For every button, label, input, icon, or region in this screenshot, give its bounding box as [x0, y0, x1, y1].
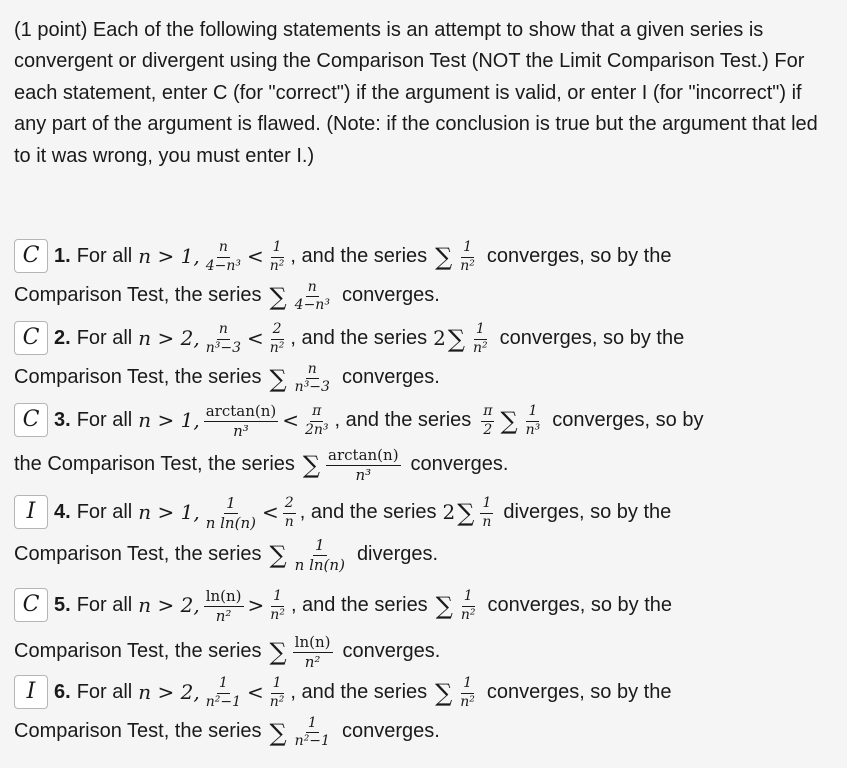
statement-number: 1.: [54, 244, 71, 267]
verdict-text: converges, so by the: [486, 244, 672, 267]
relation-sign: <: [246, 680, 264, 704]
sigma-symbol: ∑: [269, 282, 287, 311]
lhs-denominator: n ln(n): [205, 513, 256, 532]
conclusion-text: converges.: [341, 284, 440, 307]
series-numerator: 1: [461, 676, 474, 693]
conclusion-text: converges.: [342, 639, 441, 662]
lhs-fraction: [204, 588, 244, 624]
target-denominator: n²: [304, 652, 321, 671]
lhs-numerator: arctan(n): [205, 402, 277, 420]
for-all-text: For all: [76, 408, 133, 431]
lhs-denominator: n²: [215, 606, 232, 625]
condition: n > 2,: [138, 326, 200, 350]
series-coefficient: [481, 404, 494, 438]
series-denominator: n²: [460, 257, 475, 274]
and-series-text: , and the series: [334, 408, 472, 431]
target-fraction: [293, 634, 333, 670]
target-fraction: [293, 537, 347, 573]
rhs-numerator: 2: [271, 322, 284, 339]
series-denominator: n²: [460, 693, 475, 710]
series-fraction: [458, 676, 477, 710]
lhs-numerator: n: [217, 240, 230, 257]
target-denominator: 4−n³: [294, 297, 330, 314]
target-fraction: [293, 280, 332, 314]
rhs-fraction: [268, 240, 287, 274]
and-series-text: , and the series: [290, 326, 428, 349]
condition: n > 1,: [138, 500, 200, 524]
target-numerator: n: [306, 280, 319, 297]
rhs-fraction: [268, 676, 287, 710]
series-numerator: 1: [462, 589, 475, 606]
rhs-numerator: 2: [283, 496, 296, 513]
answer-input-4[interactable]: I: [14, 495, 48, 529]
series-fraction: [480, 496, 493, 530]
series-numerator: 1: [461, 240, 474, 257]
lhs-denominator: n³: [233, 421, 249, 440]
relation-sign: <: [282, 408, 299, 432]
target-fraction: [293, 362, 332, 396]
target-numerator: 1: [315, 536, 325, 554]
series-fraction: [459, 589, 478, 623]
conclusion-text: diverges.: [356, 542, 439, 565]
sigma-symbol: ∑: [457, 499, 475, 527]
statement-number: 5.: [54, 593, 71, 616]
rhs-numerator: π: [310, 404, 323, 421]
sigma-symbol: ∑: [269, 718, 287, 747]
rhs-denominator: 2n³: [304, 421, 329, 438]
answer-input-5[interactable]: C: [14, 588, 48, 622]
relation-sign: >: [247, 593, 265, 617]
condition: n > 1,: [138, 408, 200, 432]
lhs-numerator: n: [217, 322, 230, 339]
series-fraction: [471, 322, 490, 356]
answer-input-6[interactable]: I: [14, 675, 48, 709]
rhs-fraction: [283, 496, 296, 530]
series-numerator: 1: [480, 496, 493, 513]
series-numerator: 1: [474, 322, 487, 339]
sigma-symbol: ∑: [302, 451, 321, 479]
target-denominator: n³−3: [294, 379, 330, 396]
conclusion-text: converges.: [341, 720, 440, 743]
rhs-fraction: [303, 404, 331, 438]
sigma-symbol: ∑: [269, 638, 287, 666]
for-all-text: For all: [76, 680, 133, 703]
for-all-text: For all: [76, 593, 133, 616]
conclusion-prefix: Comparison Test, the series: [14, 639, 262, 662]
conclusion-prefix: Comparison Test, the series: [14, 366, 262, 389]
statement-number: 2.: [54, 326, 71, 349]
and-series-text: , and the series: [290, 593, 428, 616]
series-denominator: n²: [460, 606, 476, 623]
conclusion-text: converges.: [410, 452, 509, 475]
target-fraction: [293, 716, 332, 750]
conclusion-prefix: Comparison Test, the series: [14, 284, 262, 307]
relation-sign: <: [246, 244, 264, 268]
and-series-text: , and the series: [290, 244, 428, 267]
lhs-fraction: [204, 403, 279, 439]
sigma-symbol: ∑: [435, 679, 453, 707]
problem-instructions: (1 point) Each of the following statements is an attempt to show that a given series is convergent or divergent using the Comparison Test (NOT the Limit Comparison Test.) For each statement, enter C (for "correct") if the argument is valid, or enter I (for "incorrect") if any part of the argument is flawed. (Note: if the conclusion is true but the argument that led to it was wrong, you must enter I.): [14, 19, 818, 167]
conclusion-prefix: the Comparison Test, the series: [14, 452, 295, 475]
series-denominator: n: [482, 513, 492, 530]
and-series-text: , and the series: [290, 680, 428, 703]
sigma-symbol: ∑: [269, 364, 287, 393]
lhs-numerator: 1: [217, 676, 230, 693]
lhs-fraction: [204, 322, 243, 356]
sigma-symbol: ∑: [435, 592, 453, 620]
verdict-text: converges, so by the: [486, 680, 672, 703]
lhs-fraction: [204, 676, 243, 710]
verdict-text: converges, so by: [552, 408, 704, 431]
conclusion-prefix: Comparison Test, the series: [14, 542, 262, 565]
rhs-numerator: 1: [271, 589, 284, 606]
rhs-denominator: n: [284, 513, 294, 530]
target-numerator: ln(n): [294, 633, 331, 651]
condition: n > 2,: [138, 680, 200, 704]
rhs-fraction: [268, 589, 287, 623]
lhs-fraction: [204, 240, 243, 274]
answer-input-2[interactable]: C: [14, 321, 48, 355]
verdict-text: diverges, so by the: [503, 500, 672, 523]
target-numerator: arctan(n): [328, 446, 399, 464]
condition: n > 1,: [138, 244, 200, 268]
series-coefficient: 2: [442, 500, 456, 524]
target-fraction: [326, 447, 401, 483]
target-numerator: 1: [306, 716, 319, 733]
target-denominator: n²−1: [294, 733, 330, 750]
rhs-numerator: 1: [271, 240, 284, 257]
answer-input-1[interactable]: C: [14, 239, 48, 273]
lhs-denominator: 4−n³: [205, 257, 241, 274]
statement-number: 3.: [54, 408, 71, 431]
lhs-fraction: [204, 495, 258, 531]
statement-number: 4.: [54, 500, 71, 523]
relation-sign: <: [246, 326, 264, 350]
conclusion-prefix: Comparison Test, the series: [14, 720, 262, 743]
series-denominator: n³: [525, 421, 541, 438]
coefficient-denominator: 2: [483, 421, 493, 438]
verdict-text: converges, so by the: [487, 593, 673, 616]
lhs-numerator: ln(n): [205, 587, 242, 605]
and-series-text: , and the series: [299, 500, 437, 523]
rhs-denominator: n²: [270, 606, 285, 623]
for-all-text: For all: [76, 244, 133, 267]
target-numerator: n: [306, 362, 319, 379]
rhs-fraction: [268, 322, 287, 356]
sigma-symbol: ∑: [435, 243, 453, 271]
sigma-symbol: ∑: [269, 541, 287, 569]
series-coefficient: 2: [433, 326, 446, 350]
series-denominator: n²: [473, 339, 488, 356]
series-fraction: [524, 404, 543, 438]
lhs-denominator: n²−1: [205, 693, 241, 710]
answer-input-3[interactable]: C: [14, 403, 48, 437]
condition: n > 2,: [138, 593, 200, 617]
verdict-text: converges, so by the: [499, 326, 685, 349]
for-all-text: For all: [76, 500, 133, 523]
target-denominator: n ln(n): [294, 555, 345, 574]
series-numerator: 1: [526, 404, 539, 421]
for-all-text: For all: [76, 326, 133, 349]
coefficient-numerator: π: [481, 404, 494, 421]
lhs-numerator: 1: [226, 494, 236, 512]
rhs-denominator: n²: [269, 257, 285, 274]
sigma-symbol: ∑: [447, 325, 466, 353]
conclusion-text: converges.: [341, 366, 440, 389]
relation-sign: <: [261, 500, 279, 524]
statement-number: 6.: [54, 680, 71, 703]
series-fraction: [458, 240, 477, 274]
rhs-denominator: n²: [269, 693, 285, 710]
sigma-symbol: ∑: [500, 407, 518, 435]
target-denominator: n³: [355, 465, 372, 484]
rhs-denominator: n²: [269, 339, 285, 356]
rhs-numerator: 1: [271, 676, 284, 693]
lhs-denominator: n³−3: [205, 339, 241, 356]
